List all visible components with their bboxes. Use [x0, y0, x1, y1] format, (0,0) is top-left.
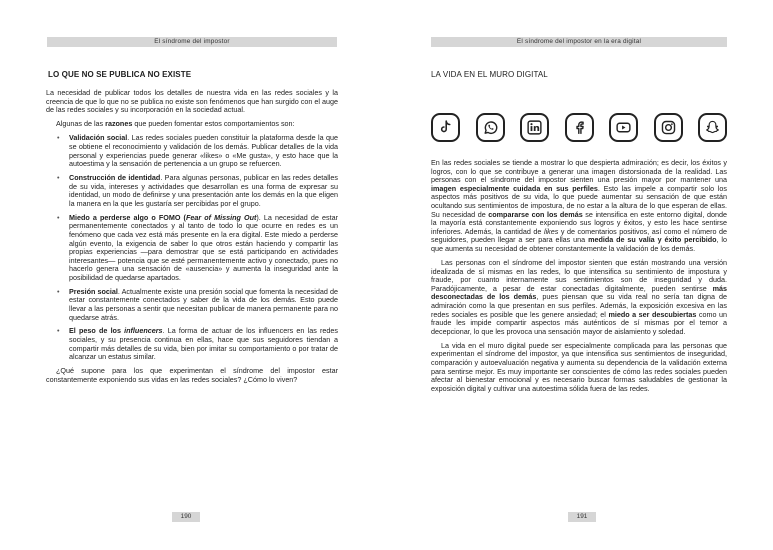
whatsapp-icon [476, 113, 505, 142]
paragraph-1 [431, 159, 727, 254]
bullet-text: . Para algunas personas, publicar en las redes detalles de su vida, intereses y actividades que desarrollan es una forma de expresar su identidad, un modo de definirse y una presentación ante los demás en la que eligen la manera en la que les gustaría ser percibidas por el grupo. [69, 173, 338, 208]
closing-question: ¿Qué supone para los que experimentan el síndrome del impostor estar constantemente exponiendo sus vidas en las redes sociales? ¿Cómo lo viven? [46, 366, 338, 384]
body-text-right [431, 159, 727, 399]
section-title-right: LA VIDA EN EL MURO DIGITAL [431, 70, 548, 79]
reasons-intro [46, 120, 338, 129]
page-number-right: 191 [568, 512, 596, 522]
page-number-left: 190 [172, 512, 200, 522]
running-header-right: El síndrome del impostor en la era digital [431, 37, 727, 47]
paragraph-2 [431, 259, 727, 336]
left-page [0, 0, 386, 550]
p1-text-i: , lo que aumenta su necesidad de obtener constantemente la validación de los demás. [431, 235, 728, 253]
p1-highlight-1: imagen especialmente cuidada en sus perfiles [431, 183, 598, 193]
facebook-icon [565, 113, 594, 142]
section-title-left: LO QUE NO SE PUBLICA NO EXISTE [48, 70, 192, 79]
bullet-text: . Las redes sociales pueden constituir la plataforma desde la que se obtiene el reconocimiento y validación de los demás. Publicar detalles de la vida personal y experiencias puede generar «likes» o «Me gusta», y esto hace que la autoestima y la sensación de pertenencia a un grupo se refuercen. [69, 133, 338, 169]
bullet-heading-italic: Fear of Missing Out [185, 212, 257, 222]
list-item [69, 288, 338, 322]
list-item [69, 174, 338, 208]
paragraph-3: La vida en el muro digital puede ser especialmente complicada para las personas que experimentan el síndrome del impostor, ya que intensifica sus sentimientos de inseguridad, comparación y autoevaluación negativa y aumenta su dependencia de la validación externa para sentirse mejor. Es muy importante ser conscientes de cómo las redes sociales pueden afectar al bienestar emocional y es necesario buscar formas saludables de gestionar la exposición digital y cultivar una autoestima sólida fuera de las redes. [431, 340, 727, 393]
bullet-heading: Presión social [69, 286, 118, 296]
p1-highlight-2: compararse con los demás [488, 209, 583, 219]
p2-text-c: , pues piensan que su vida real no sería tan digna de admiración como la que presentan en sus perfiles. Además, la exposición excesiva en las redes sociales es posible que les genere ansiedad; el [431, 292, 727, 319]
reasons-list [46, 134, 338, 361]
p1-highlight-3: medida de su valía y éxito percibido [588, 235, 717, 245]
p1-text-g: y de comentarios positivos, así como el número de seguidores, pueden llegar a ser para ellas una [431, 226, 727, 245]
youtube-icon [609, 113, 638, 142]
running-header-left: El síndrome del impostor [47, 37, 337, 47]
tiktok-icon [431, 113, 460, 142]
p2-highlight-1: más desconectadas de los demás [431, 283, 727, 302]
bullet-text: ). La necesidad de estar permanentemente conectados y al tanto de todo lo que ocurre en redes es un fenómeno que cada vez está más presente en la era digital. Este miedo a perderse algún evento, la exigencia de saber lo que otros están haciendo y compartir las propias experiencias —para demostrar que se está participando en actividades interesantes— potencia que se esté permanentemente activo y conectado, pues no hacerlo genera una sensación de «ausencia» y aumenta la inseguridad ante la posibilidad de quedarse apartados. [69, 212, 338, 282]
p1-text-a: En las redes sociales se tiende a mostrar lo que despierta admiración; es decir, los éxitos y logros, con lo que se contribuye a generar una imagen distorsionada de la realidad. Las personas con el síndrome del impostor sienten una presión mayor por mantener una [431, 158, 727, 185]
p1-text-e: se intensifica en este entorno digital, donde la mayoría está constantemente exponiendo sus logros y éxitos, y esto les hace sentirse inferiores. Además, la cantidad de [431, 209, 727, 236]
body-text-left [46, 89, 338, 390]
bullet-text: . La forma de actuar de los influencers en las redes sociales, y su presencia continua en ellas, hace que sus seguidores tiendan a compartir más detalles de su vida, bien por imitar su comportamiento o por tratar de alcanzar un estatus similar. [69, 326, 338, 362]
p1-italic-likes: likes [543, 226, 559, 236]
linkedin-icon [520, 113, 549, 142]
bullet-heading: Miedo a perderse algo o FOMO ( [69, 212, 186, 222]
reasons-intro-b: que pueden fomentar estos comportamientos son: [132, 119, 295, 129]
right-page [387, 0, 773, 550]
list-item [69, 214, 338, 283]
p2-text-e: como un fraude les impide compartir aspectos más auténticos de sí mismas por el temor a decepcionar, lo que les provoca una sensación mayor de aislamiento y soledad. [431, 309, 727, 336]
instagram-icon [654, 113, 683, 142]
p2-highlight-2: miedo a ser descubiertas [608, 309, 697, 319]
p2-text-a: Las personas con el síndrome del impostor sienten que están mostrando una versión idealizada de sí mismas en las redes, lo que intensifica su sentimiento de impostura y fraude, por cuanto internamente sus sentimientos son de inseguridad y duda. Paradójicamente, a pesar de estar conectadas digitalmente, pueden sentirse [431, 258, 727, 293]
bullet-heading: El peso de los [69, 326, 125, 336]
reasons-keyword: razones [105, 119, 133, 129]
snapchat-icon [698, 113, 727, 142]
list-item [69, 327, 338, 361]
bullet-heading: Validación social [69, 133, 128, 143]
intro-paragraph: La necesidad de publicar todos los detalles de nuestra vida en las redes sociales y la creencia de que lo que no se publica no existe son fenómenos que han surgido con el auge de las redes sociales y su incorporación en la sociedad actual. [46, 88, 338, 115]
bullet-heading-italic: influencers [124, 326, 163, 336]
list-item [69, 134, 338, 168]
bullet-heading: Construcción de identidad [69, 173, 161, 183]
social-icons-row [431, 111, 727, 145]
p1-text-c: . Esto las impele a compartir solo los aspectos más positivos de su vida, lo que puede aumentar su sensación de que están ocultando sus sentimientos de impostura, de no estar a la altura de lo que esperan de ellas. Su necesidad de [431, 183, 727, 219]
bullet-text: . Actualmente existe una presión social que fomenta la necesidad de estar constantemente conectados y saber de la vida de los demás. Esto puede llevar a las personas a sentir que necesitan publicar de manera permanente para no quedarse atrás. [69, 286, 338, 322]
reasons-intro-a: Algunas de las [56, 119, 106, 129]
